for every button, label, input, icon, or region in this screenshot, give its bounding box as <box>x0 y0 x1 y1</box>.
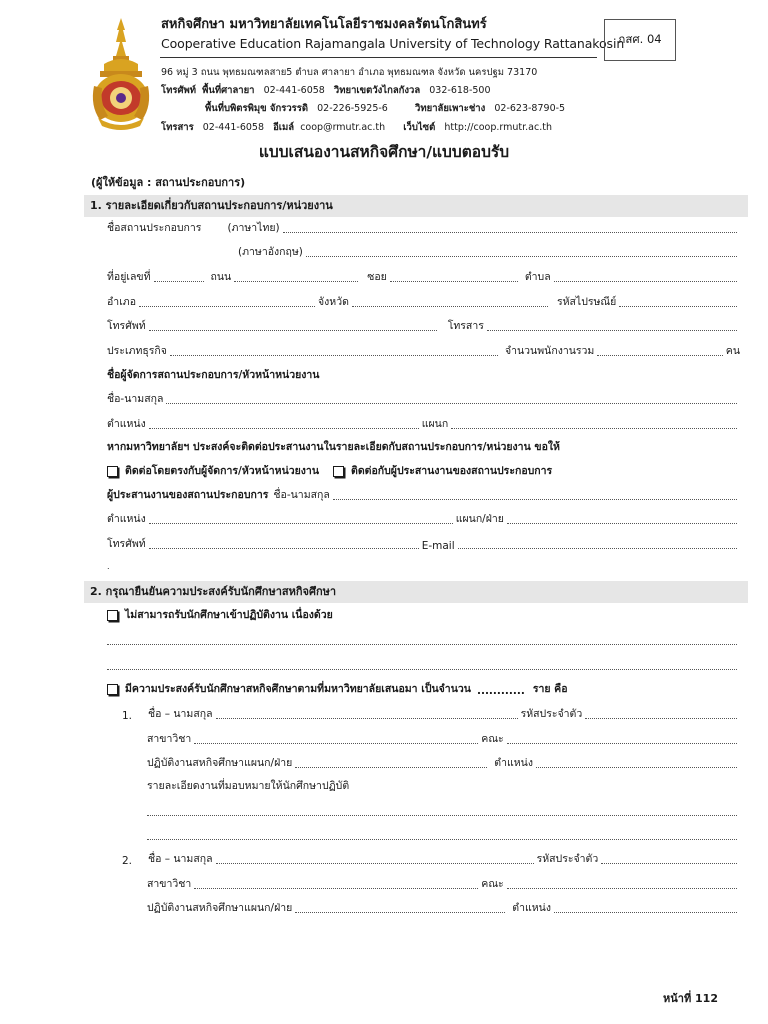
soi-field[interactable] <box>390 281 518 282</box>
student-2-name-row <box>122 851 740 867</box>
pohchang-phone: 02-623-8790-5 <box>494 103 566 114</box>
reason-field-1[interactable] <box>107 644 737 645</box>
manager-department-label: แผนก <box>421 418 449 430</box>
accept-label: มีความประสงค์รับนักศึกษาสหกิจศึกษาตามที่มหาวิทยาลัยเสนอมา เป็นจำนวน <box>125 683 471 695</box>
pohchang-label: วิทยาลัยเพาะช่าง <box>415 103 486 114</box>
business-row <box>107 343 740 359</box>
company-name-label: ชื่อสถานประกอบการ <box>107 222 202 234</box>
accept-tail-label: ราย คือ <box>532 683 568 695</box>
form-title: แบบเสนองานสหกิจศึกษา/แบบตอบรับ <box>258 143 510 161</box>
district-field[interactable] <box>139 306 315 307</box>
student-1-dept-field[interactable] <box>295 767 487 768</box>
form-subtitle: (ผู้ให้ข้อมูล : สถานประกอบการ) <box>91 176 246 189</box>
student-1-dept-row <box>147 755 740 771</box>
soi-label: ซอย <box>367 271 387 283</box>
student-1-tasks-field-2[interactable] <box>147 839 737 840</box>
company-name-english-field[interactable] <box>306 256 737 257</box>
coordinator-position-row <box>107 511 740 527</box>
manager-position-field[interactable] <box>149 428 419 429</box>
student-1-tasks-line-2 <box>147 827 740 843</box>
contact-coordinator-checkbox[interactable] <box>333 466 344 477</box>
contact-direct-label: ติดต่อโดยตรงกับผู้จัดการ/หัวหน้าหน่วยงาน <box>125 465 319 477</box>
student-2-major-field[interactable] <box>194 888 478 889</box>
coordinator-dept-label: แผนก/ฝ่าย <box>455 513 504 525</box>
manager-heading: ชื่อผู้จัดการสถานประกอบการ/หัวหน้าหน่วยงาน <box>107 369 320 381</box>
student-1-name-row <box>122 706 740 722</box>
postal-field[interactable] <box>619 306 737 307</box>
fax-field[interactable] <box>487 330 737 331</box>
english-label: (ภาษาอังกฤษ) <box>238 246 303 258</box>
province-field[interactable] <box>352 306 548 307</box>
university-emblem-icon <box>88 16 154 130</box>
employees-label: จำนวนพนักงานรวม <box>504 345 595 357</box>
contact-coordinator-label: ติดต่อกับผู้ประสานงานของสถานประกอบการ <box>351 465 553 477</box>
subdistrict-label: ตำบล <box>524 271 551 283</box>
persons-unit: คน <box>725 345 740 357</box>
coordinator-row <box>107 487 740 503</box>
header-divider <box>160 57 597 58</box>
student-1-faculty-field[interactable] <box>507 743 737 744</box>
road-field[interactable] <box>234 281 358 282</box>
contact-preference-heading: หากมหาวิทยาลัยฯ ประสงค์จะติดต่อประสานงานในรายละเอียดกับสถานประกอบการ/หน่วยงาน ขอให้ <box>107 441 560 453</box>
wangklai-label: วิทยาเขตวังไกลกังวล <box>333 85 421 96</box>
section-1-heading: 1. รายละเอียดเกี่ยวกับสถานประกอบการ/หน่วยงาน <box>84 195 748 217</box>
accept-row <box>107 681 740 697</box>
wangklai-phone: 032-618-500 <box>429 85 491 96</box>
employees-field[interactable] <box>597 355 722 356</box>
district-row <box>107 294 740 310</box>
student-1-position-field[interactable] <box>536 767 737 768</box>
business-type-field[interactable] <box>170 355 498 356</box>
phone-label: โทรศัพท์ <box>107 320 146 332</box>
phone-label: โทรศัพท์ <box>161 85 197 96</box>
student-2-number: 2. <box>122 855 133 867</box>
address-no-label: ที่อยู่เลขที่ <box>107 271 151 283</box>
phone-line-2 <box>205 101 565 116</box>
student-2-id-label: รหัสประจำตัว <box>536 853 599 865</box>
road-label: ถนน <box>210 271 232 283</box>
contact-line <box>161 120 552 135</box>
manager-name-row <box>107 391 740 407</box>
student-2-major-row <box>147 876 740 892</box>
bophit-phone: 02-226-5925-6 <box>317 103 388 114</box>
section-2-heading: 2. กรุณายืนยันความประสงค์รับนักศึกษาสหกิจศึกษา <box>84 581 748 603</box>
email-label: อีเมล์ <box>273 122 295 133</box>
coordinator-phone-label: โทรศัพท์ <box>107 538 146 550</box>
accept-checkbox[interactable] <box>107 684 118 695</box>
student-2-name-label: ชื่อ – นามสกุล <box>148 853 213 865</box>
student-1-name-field[interactable] <box>216 718 518 719</box>
student-1-tasks-field-1[interactable] <box>147 815 737 816</box>
address-no-field[interactable] <box>154 281 204 282</box>
business-type-label: ประเภทธุรกิจ <box>107 345 167 357</box>
org-name-english: Cooperative Education Rajamangala University of Technology Rattanakosin <box>161 36 625 51</box>
phone-field[interactable] <box>149 330 437 331</box>
cannot-accept-checkbox[interactable] <box>107 610 118 621</box>
student-1-name-label: ชื่อ – นามสกุล <box>148 708 213 720</box>
student-1-number: 1. <box>122 710 133 722</box>
contact-options-row <box>107 463 740 479</box>
email-address: coop@rmutr.ac.th <box>300 122 386 133</box>
reason-field-2[interactable] <box>107 669 737 670</box>
student-1-major-label: สาขาวิชา <box>147 733 192 745</box>
student-2-major-label: สาขาวิชา <box>147 878 192 890</box>
coordinator-email-label: E-mail <box>421 540 455 552</box>
thai-label: (ภาษาไทย) <box>227 222 280 234</box>
manager-department-field[interactable] <box>451 428 737 429</box>
company-name-english-row <box>238 244 740 260</box>
reason-line-2 <box>107 657 740 673</box>
student-count-field[interactable]: ............ <box>476 685 525 697</box>
province-label: จังหวัด <box>318 296 349 308</box>
student-2-id-field[interactable] <box>601 863 737 864</box>
coordinator-contact-row <box>107 536 740 552</box>
student-1-id-label: รหัสประจำตัว <box>520 708 583 720</box>
contact-direct-checkbox[interactable] <box>107 466 118 477</box>
coordinator-email-field[interactable] <box>458 548 737 549</box>
coordinator-position-label: ตำแหน่ง <box>107 513 146 525</box>
postal-label: รหัสไปรษณีย์ <box>556 296 617 308</box>
manager-name-label: ชื่อ-นามสกุล <box>107 393 164 405</box>
coordinator-label: ผู้ประสานงานของสถานประกอบการ <box>107 489 269 501</box>
student-2-dept-row <box>147 900 740 916</box>
manager-position-label: ตำแหน่ง <box>107 418 146 430</box>
student-1-major-field[interactable] <box>194 743 478 744</box>
salaya-label: พื้นที่ศาลายา <box>202 85 255 96</box>
student-2-name-field[interactable] <box>216 863 534 864</box>
student-1-id-field[interactable] <box>585 718 737 719</box>
phone-line-1 <box>161 83 491 98</box>
student-2-faculty-field[interactable] <box>507 888 737 889</box>
student-2-faculty-label: คณะ <box>481 878 504 890</box>
coordinator-phone-field[interactable] <box>149 548 419 549</box>
address-row <box>107 269 740 285</box>
student-1-tasks-row <box>147 778 740 794</box>
subdistrict-field[interactable] <box>554 281 737 282</box>
fax-label: โทรสาร <box>161 122 194 133</box>
page-number: หน้าที่ 112 <box>663 992 718 1005</box>
company-name-thai-row <box>107 220 740 236</box>
org-name-thai: สหกิจศึกษา มหาวิทยาลัยเทคโนโลยีราชมงคลรัตนโกสินทร์ <box>161 17 487 32</box>
website-url: http://coop.rmutr.ac.th <box>444 122 552 133</box>
reason-line-1 <box>107 632 740 648</box>
form-code-box: กสศ. 04 <box>604 19 676 61</box>
student-1-dept-label: ปฏิบัติงานสหกิจศึกษาแผนก/ฝ่าย <box>147 757 293 769</box>
fax-label: โทรสาร <box>447 320 484 332</box>
contact-heading-row <box>107 439 740 455</box>
salaya-phone: 02-441-6058 <box>263 85 325 96</box>
coordinator-name-field[interactable] <box>333 499 737 500</box>
district-label: อำเภอ <box>107 296 137 308</box>
coordinator-name-label: ชื่อ-นามสกุล <box>273 489 330 501</box>
student-2-position-label: ตำแหน่ง <box>512 902 551 914</box>
cannot-accept-label: ไม่สามารถรับนักศึกษาเข้าปฏิบัติงาน เนื่องด้วย <box>125 609 333 621</box>
student-2-position-field[interactable] <box>554 912 737 913</box>
cannot-accept-row <box>107 607 740 623</box>
manager-position-row <box>107 416 740 432</box>
student-1-position-label: ตำแหน่ง <box>494 757 533 769</box>
bophit-label: พื้นที่บพิตรพิมุข จักรวรรดิ <box>205 103 309 114</box>
address-line: 96 หมู่ 3 ถนน พุทธมณฑลสาย5 ตำบล ศาลายา อำเภอ พุทธมณฑล จังหวัด นครปฐม 73170 <box>161 67 538 78</box>
coordinator-position-field[interactable] <box>149 523 453 524</box>
student-2-dept-label: ปฏิบัติงานสหกิจศึกษาแผนก/ฝ่าย <box>147 902 293 914</box>
company-name-thai-field[interactable] <box>283 232 737 233</box>
student-1-faculty-label: คณะ <box>481 733 504 745</box>
coordinator-dept-field[interactable] <box>507 523 737 524</box>
student-1-tasks-line-1 <box>147 803 740 819</box>
stray-mark: . <box>107 562 110 571</box>
manager-name-field[interactable] <box>166 403 737 404</box>
student-1-major-row <box>147 731 740 747</box>
manager-heading-row <box>107 367 740 383</box>
student-2-dept-field[interactable] <box>295 912 505 913</box>
student-1-tasks-label: รายละเอียดงานที่มอบหมายให้นักศึกษาปฏิบัติ <box>147 780 350 792</box>
website-label: เว็บไซต์ <box>403 122 436 133</box>
phone-fax-row <box>107 318 740 334</box>
fax-number: 02-441-6058 <box>202 122 265 133</box>
